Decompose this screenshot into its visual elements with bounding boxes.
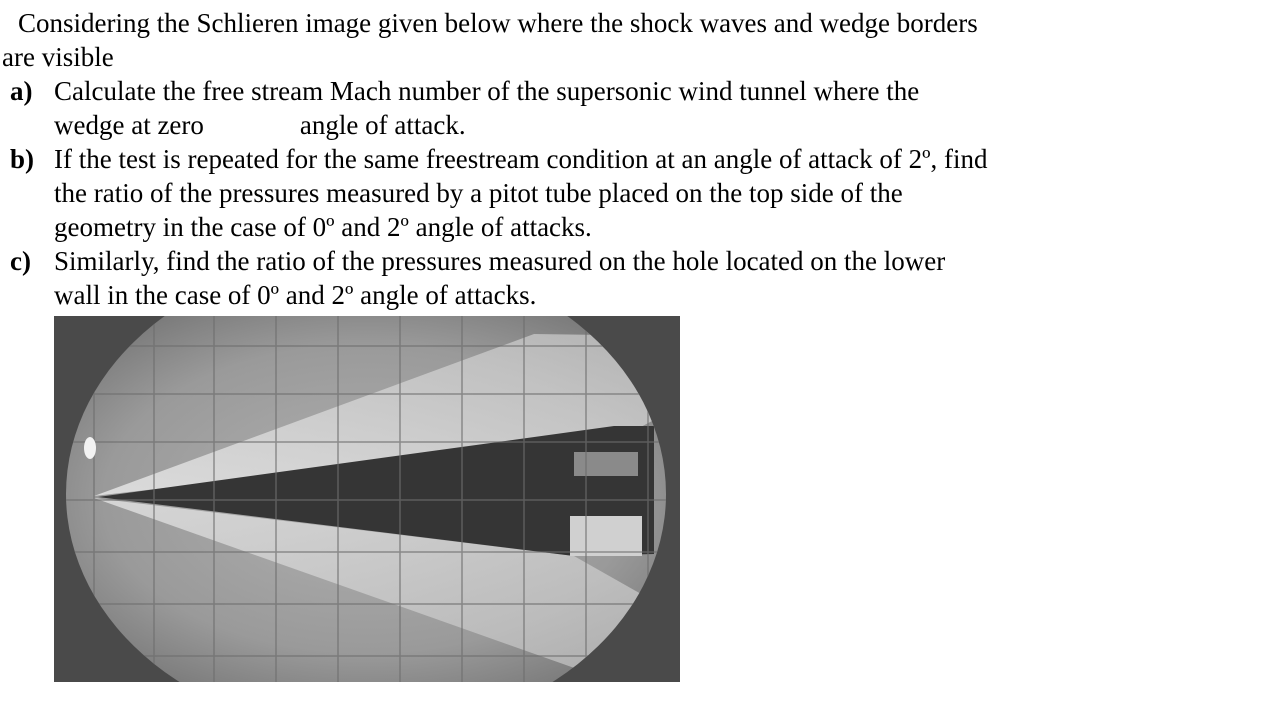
question-a [10,74,1110,142]
schlieren-image [54,316,680,682]
intro-line-2: are visible [2,42,114,72]
question-c [10,244,1110,312]
question-b-label: b) [10,144,35,174]
base-patch-lower [570,516,642,556]
question-c-line-2: wall in the case of 0º and 2º angle of attacks. [54,280,537,310]
question-a-line-3: angle of attack. [299,110,466,140]
question-a-line-1: Calculate the free stream Mach number of the supersonic wind tunnel where the [54,76,920,106]
question-b-text [54,142,1110,244]
question-b [10,142,1110,244]
question-c-line-1: Similarly, find the ratio of the pressures measured on the hole located on the lower [54,246,946,276]
problem-statement [2,6,1110,312]
question-a-text [54,74,1110,142]
intro-paragraph [2,6,1110,74]
question-c-text [54,244,1110,312]
question-b-line-2: the ratio of the pressures measured by a pitot tube placed on the top side of the [54,178,903,208]
question-c-label: c) [10,246,31,276]
question-a-line-2: wedge at zero [54,110,204,140]
question-b-line-1: If the test is repeated for the same freestream condition at an angle of attack of 2º, find [54,144,988,174]
intro-line-1: Considering the Schlieren image given below where the shock waves and wedge borders [18,8,978,38]
left-marker [84,437,96,459]
schlieren-svg [54,316,680,682]
question-b-line-3: geometry in the case of 0º and 2º angle of attacks. [54,212,592,242]
question-a-label: a) [10,76,33,106]
base-patch-upper [574,452,638,476]
